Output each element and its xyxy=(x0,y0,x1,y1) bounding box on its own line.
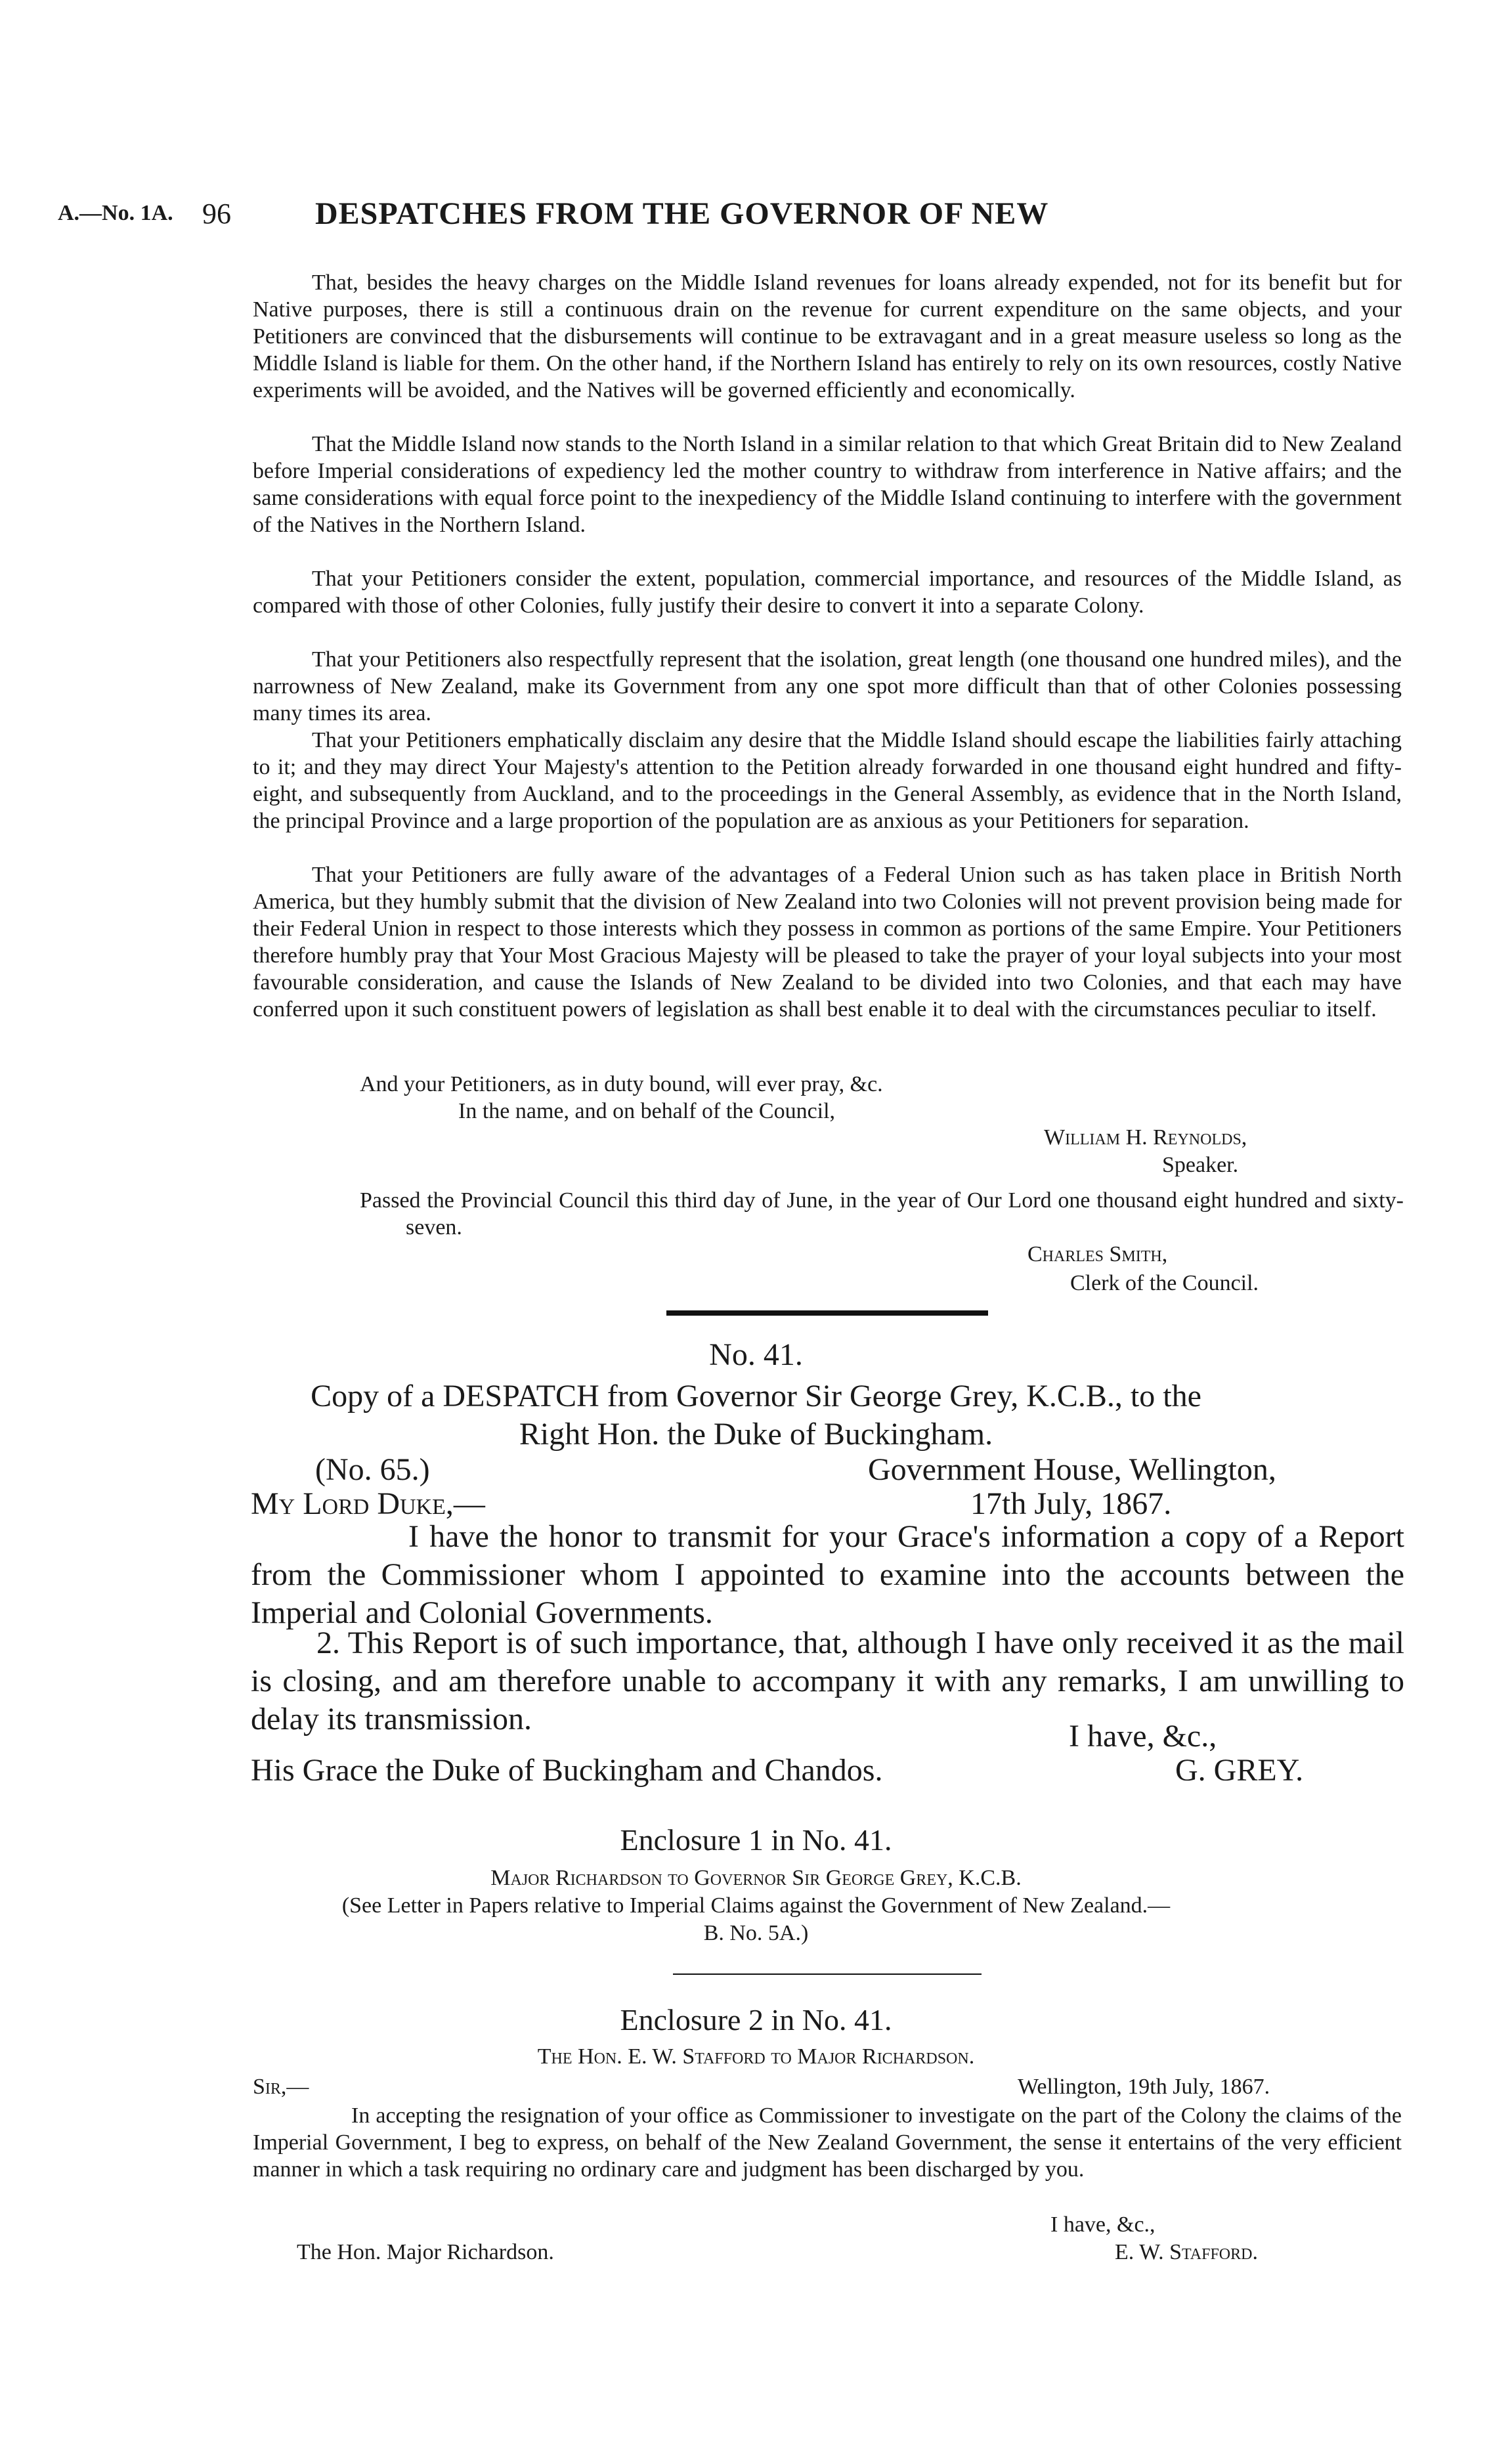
clerk-title: Clerk of the Council. xyxy=(1070,1271,1259,1295)
petition-signer: William H. Reynolds, xyxy=(1044,1125,1247,1150)
petition-passed: Passed the Provincial Council this third day of June, in the year of Our Lord one thousand eight hundred and sixty-seven. xyxy=(360,1188,1404,1240)
despatch-place: Government House, Wellington, xyxy=(868,1452,1276,1487)
enclosure-1-note: (See Letter in Papers relative to Imperial Claims against the Government of New Zealand.— xyxy=(341,1893,1171,1918)
petition-paragraph: That your Petitioners also respectfully represent that the isolation, great length (one thousand one hundred miles), and the narrowness of New Zealand, make its Government from any one spot more difficult than that of other Colonies possessing many times its area. xyxy=(253,647,1402,725)
petition-paragraph: That your Petitioners consider the extent, population, commercial importance, and resources of the Middle Island, as compared with those of other Colonies, fully justify their desire to convert it into a separate Colony. xyxy=(253,567,1402,618)
clerk-name: Charles Smith, xyxy=(1027,1242,1168,1266)
header-ref: A.—No. 1A. xyxy=(58,201,173,225)
enclosure-1-subtitle: Major Richardson to Governor Sir George Grey, K.C.B. xyxy=(490,1866,1022,1890)
enclosure-2-signature: E. W. Stafford. xyxy=(1115,2240,1258,2264)
despatch-heading: Right Hon. the Duke of Buckingham. xyxy=(519,1417,993,1452)
petition-closing: And your Petitioners, as in duty bound, will ever pray, &c. xyxy=(360,1072,883,1096)
enclosure-2-addressee: The Hon. Major Richardson. xyxy=(297,2240,554,2264)
petition-paragraph: That your Petitioners emphatically disclaim any desire that the Middle Island should escape the liabilities fairly attaching to it; and they may direct Your Majesty's attention to the Petition already forwarded in one thousand eight hundred and fifty-eight, and subsequently from Auckland, and to the proceedings in the General Assembly, as evidence that in the North Island, the principal Province and a large proportion of the population are as anxious as your Petitioners for separation. xyxy=(253,728,1402,833)
enclosure-2-title: Enclosure 2 in No. 41. xyxy=(620,2003,892,2037)
petition-closing: In the name, and on behalf of the Council, xyxy=(458,1099,836,1123)
enclosure-2-salutation: Sir,— xyxy=(253,2075,309,2099)
petition-paragraph: That the Middle Island now stands to the North Island in a similar relation to that which Great Britain did to New Zealand before Imperial considerations of expediency led the mother country to withdraw from interference in Native affairs; and the same considerations with equal force point to the inexpediency of the Middle Island continuing to interfere with the government of the Natives in the Northern Island. xyxy=(253,432,1402,537)
despatch-closing: I have, &c., xyxy=(1069,1719,1217,1754)
page-title: DESPATCHES FROM THE GOVERNOR OF NEW xyxy=(315,196,1049,231)
despatch-paragraph: I have the honor to transmit for your Grace's information a copy of a Report from the Commissioner whom I appointed to examine into the accounts between the Imperial and Colonial Governments. xyxy=(251,1519,1404,1630)
enclosure-1-note: B. No. 5A.) xyxy=(703,1921,809,1945)
enclosure-divider xyxy=(673,1973,982,1975)
despatch-date: 17th July, 1867. xyxy=(970,1486,1172,1521)
despatch-heading: Copy of a DESPATCH from Governor Sir George Grey, K.C.B., to the xyxy=(311,1379,1201,1413)
despatch-number: No. 41. xyxy=(709,1337,803,1372)
enclosure-2-subtitle: The Hon. E. W. Stafford to Major Richardson. xyxy=(537,2044,975,2069)
page-number: 96 xyxy=(202,198,231,230)
petition-paragraph: That your Petitioners are fully aware of the advantages of a Federal Union such as has taken place in British North America, but they humbly submit that the division of New Zealand into two Colonies will not prevent provision being made for their Federal Union in respect to those interests which they possess in common as portions of the same Empire. Your Petitioners therefore humbly pray that Your Most Gracious Majesty will be pleased to take the prayer of your loyal subjects into your most favourable consideration, and cause the Islands of New Zealand to be divided into two Colonies, and that each may have conferred upon it such constituent powers of legislation as shall best enable it to deal with the circumstances peculiar to itself. xyxy=(253,863,1402,1022)
despatch-signature: G. GREY. xyxy=(1175,1753,1304,1788)
enclosure-2-date: Wellington, 19th July, 1867. xyxy=(1018,2075,1270,2099)
petition-paragraph: That, besides the heavy charges on the Middle Island revenues for loans already expended, not for its benefit but for Native purposes, there is still a continuous drain on the revenue for current expenditure on the same objects, and your Petitioners are convinced that the disbursements will continue to be extravagant and in a great measure useless so long as the Middle Island is liable for them. On the other hand, if the Northern Island has entirely to rely on its own resources, costly Native experiments will be avoided, and the Natives will be governed efficiently and economically. xyxy=(253,270,1402,402)
enclosure-2-closing: I have, &c., xyxy=(1050,2212,1156,2237)
enclosure-1-title: Enclosure 1 in No. 41. xyxy=(620,1823,892,1857)
section-divider xyxy=(666,1310,988,1316)
despatch-paragraph: 2. This Report is of such importance, that, although I have only received it as the mail is closing, and am therefore unable to accompany it with any remarks, I am unwilling to delay its transmission. xyxy=(251,1626,1404,1736)
despatch-ref: (No. 65.) xyxy=(315,1452,430,1487)
despatch-addressee: His Grace the Duke of Buckingham and Chandos. xyxy=(251,1753,883,1788)
despatch-salutation: My Lord Duke,— xyxy=(251,1486,485,1521)
enclosure-2-body: In accepting the resignation of your office as Commissioner to investigate on the part of the Colony the claims of the Imperial Government, I beg to express, on behalf of the New Zealand Government, the sense it entertains of the very efficient manner in which a task requiring no ordinary care and judgment has been discharged by you. xyxy=(253,2103,1402,2182)
petition-signer-title: Speaker. xyxy=(1162,1153,1239,1177)
